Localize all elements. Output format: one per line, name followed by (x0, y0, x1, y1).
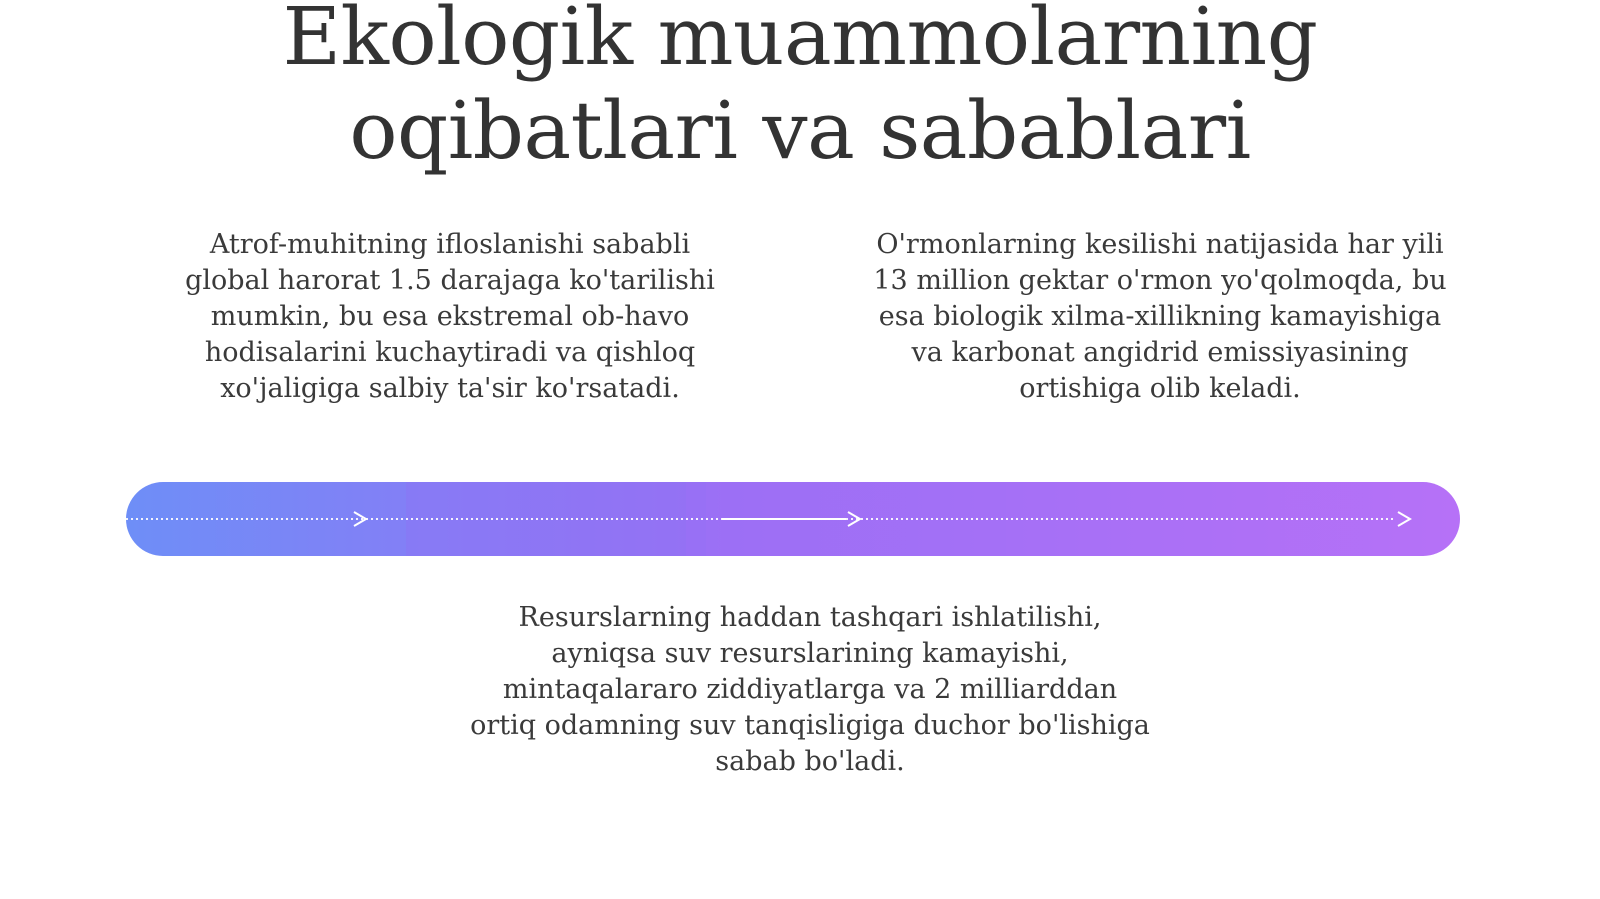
text-line: xo'jaligiga salbiy ta'sir ko'rsatadi. (220, 373, 680, 404)
text-line: ortishiga olib keladi. (1019, 373, 1301, 404)
cause-text-pollution (140, 227, 760, 407)
text-line: sabab bo'ladi. (715, 746, 905, 777)
title-line-1: Ekologik muammolarning (282, 0, 1318, 83)
text-line: Resurslarning haddan tashqari ishlatilishi, (518, 602, 1102, 633)
title-line-2: oqibatlari va sabablari (349, 84, 1251, 177)
text-line: global harorat 1.5 darajaga ko'tarilishi (185, 265, 715, 296)
text-line: esa biologik xilma-xillikning kamayishiga (878, 301, 1442, 332)
cause-text-deforestation (830, 227, 1490, 407)
text-line: va karbonat angidrid emissiyasining (911, 337, 1409, 368)
text-line: 13 million gektar o'rmon yo'qolmoqda, bu (873, 265, 1447, 296)
text-line: ortiq odamning suv tanqisligiga duchor bo'lishiga (470, 710, 1150, 741)
text-line: ayniqsa suv resurslarining kamayishi, (551, 638, 1069, 669)
text-line: hodisalarini kuchaytiradi va qishloq (204, 337, 696, 368)
text-line: O'rmonlarning kesilishi natijasida har yili (876, 229, 1444, 260)
text-line: mintaqalararo ziddiyatlarga va 2 milliarddan (502, 674, 1118, 705)
timeline-bar (126, 482, 1460, 556)
cause-text-resources (430, 600, 1190, 780)
text-line: Atrof-muhitning ifloslanishi sababli (209, 229, 691, 260)
page-title (0, 0, 1600, 178)
text-line: mumkin, bu esa ekstremal ob-havo (210, 301, 690, 332)
